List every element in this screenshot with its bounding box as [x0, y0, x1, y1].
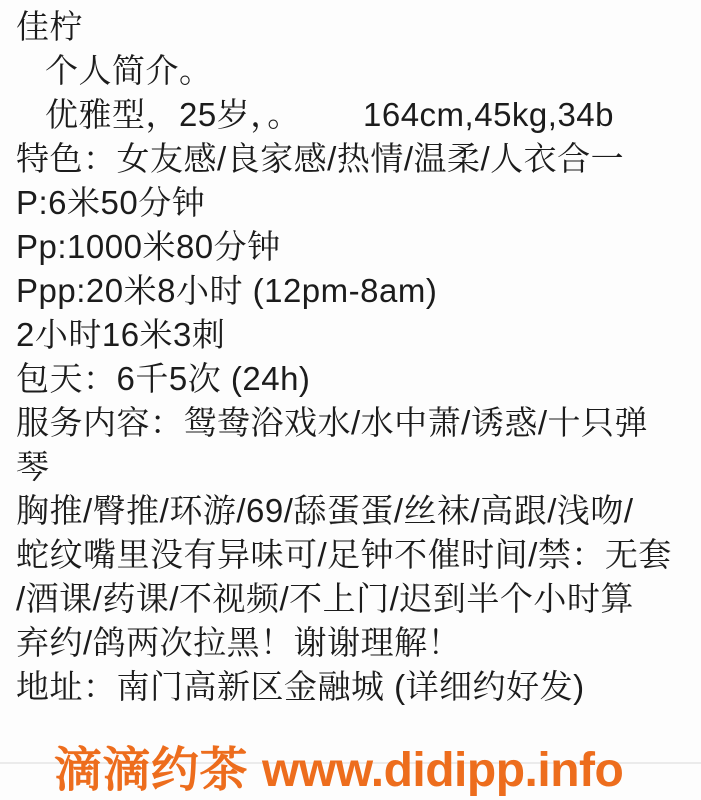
features-line: 特色：女友感/良家感/热情/温柔/人衣合一	[16, 140, 625, 177]
measurements-text: 164cm,45kg,34b	[363, 96, 615, 133]
intro-heading: 个人简介。	[45, 52, 213, 89]
price-line-full-day: 包天：6千5次 (24h)	[16, 360, 311, 397]
ad-text-block	[16, 5, 695, 709]
profile-name: 佳柠	[16, 8, 83, 45]
price-line-two-hour: 2小时16米3刺	[16, 316, 226, 353]
price-line-ppp: Ppp:20米8小时 (12pm-8am)	[16, 272, 438, 309]
services-line-4: 蛇纹嘴里没有异味可/足钟不催时间/禁：无套	[16, 536, 672, 573]
watermark-brand-text: 滴滴约茶	[54, 744, 249, 797]
price-line-pp: Pp:1000米80分钟	[16, 228, 281, 265]
services-line-5: /酒课/药课/不视频/不上门/迟到半个小时算	[16, 580, 634, 617]
watermark-site-url: www.didipp.info	[262, 744, 624, 797]
price-line-p: P:6米50分钟	[16, 184, 206, 221]
type-age-text: 优雅型，25岁，。	[45, 96, 301, 133]
services-line-3: 胸推/臀推/环游/69/舔蛋蛋/丝袜/高跟/浅吻/	[16, 492, 634, 529]
watermark	[54, 731, 623, 800]
services-line-6: 弃约/鸽两次拉黑！谢谢理解！	[16, 624, 462, 661]
services-line-2: 琴	[16, 448, 50, 485]
address-line: 地址：南门高新区金融城 (详细约好发)	[16, 668, 585, 705]
services-line-1: 服务内容：鸳鸯浴戏水/水中萧/诱惑/十只弹	[16, 404, 649, 441]
type-age-line	[16, 93, 695, 137]
